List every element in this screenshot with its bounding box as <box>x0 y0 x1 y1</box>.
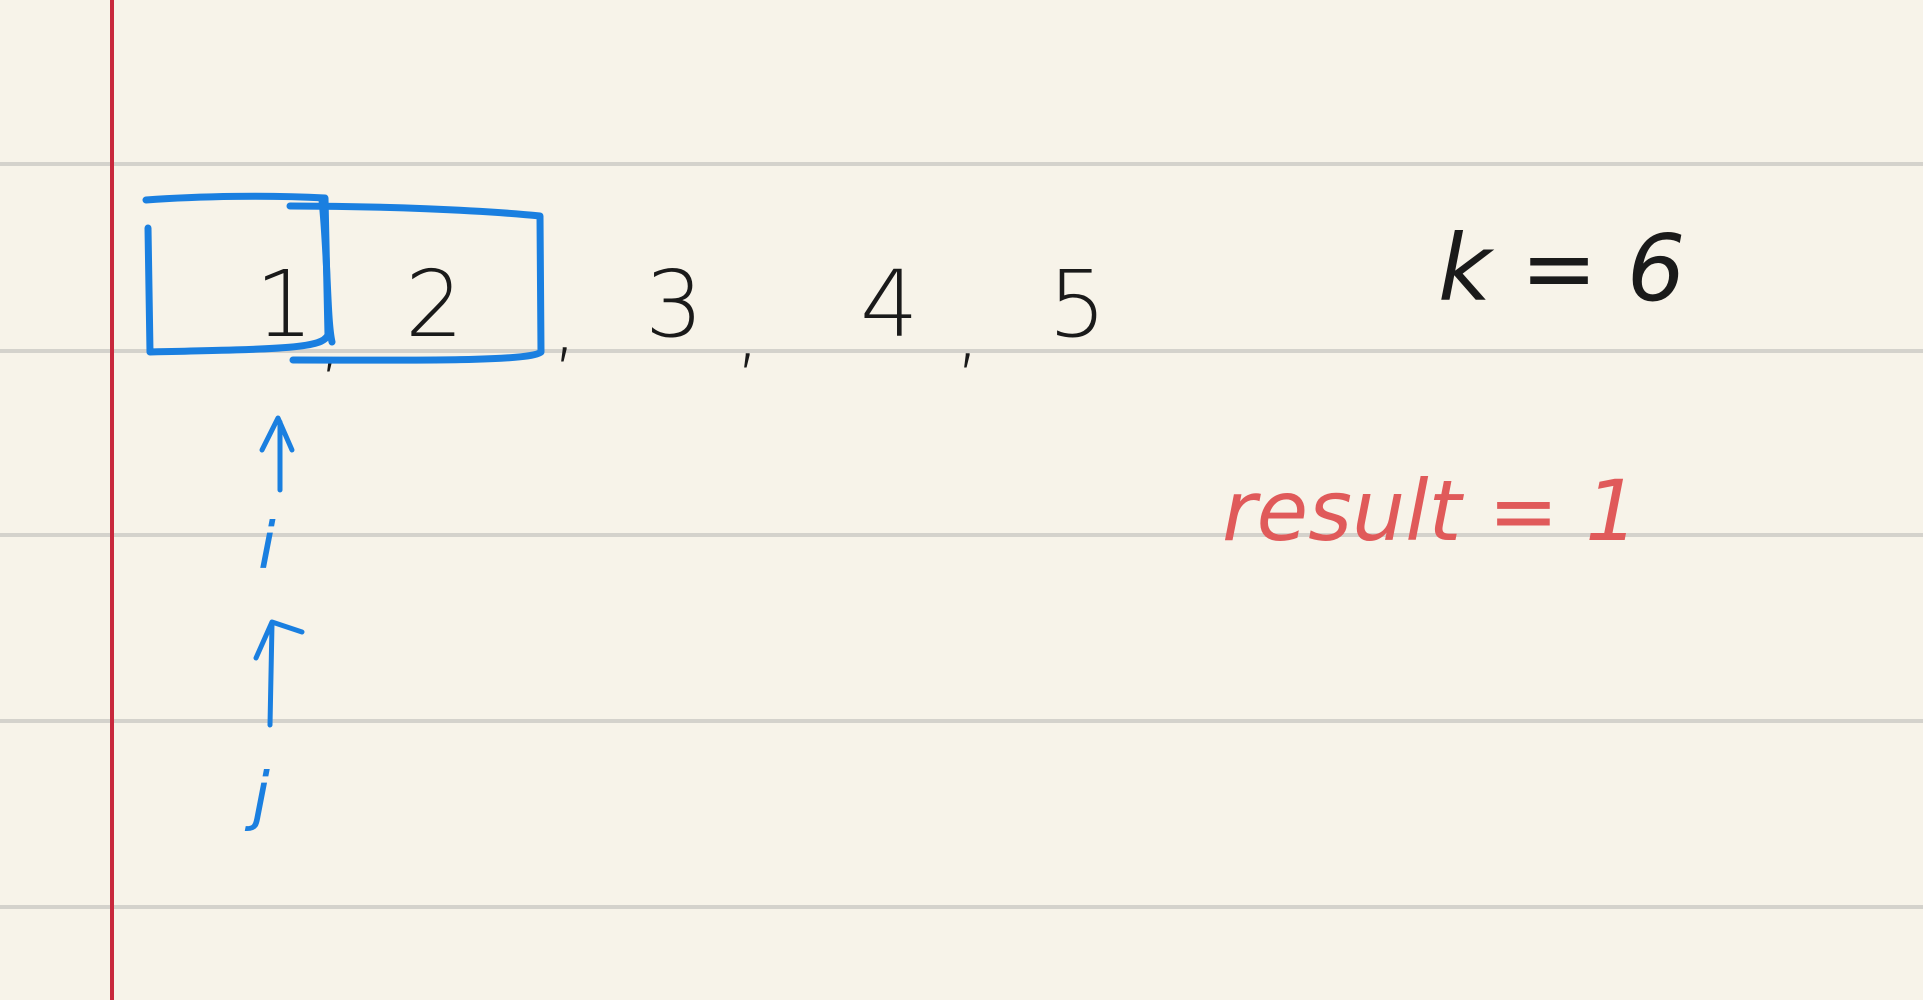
array-element-2: 2 <box>405 251 464 358</box>
window-highlight <box>146 196 541 360</box>
array-element-5: 5 <box>1048 251 1107 358</box>
comma-separator: , <box>552 278 578 371</box>
pointer-j-label: j <box>252 760 270 834</box>
comma-separator: , <box>955 284 981 377</box>
array-element-4: 4 <box>860 251 919 358</box>
comma-separator: , <box>318 288 344 381</box>
comma-separator: , <box>735 284 761 377</box>
result-value: result = 1 <box>1222 462 1639 560</box>
arrow-up-icon <box>262 418 292 490</box>
target-k: k = 6 <box>1438 215 1686 322</box>
array-element-3: 3 <box>645 251 704 358</box>
arrow-up-icon <box>256 622 302 725</box>
pointer-i <box>258 418 292 584</box>
pointer-j <box>244 622 302 834</box>
array-element-1: 1 <box>255 251 314 358</box>
pointer-i-label: i <box>258 510 276 584</box>
